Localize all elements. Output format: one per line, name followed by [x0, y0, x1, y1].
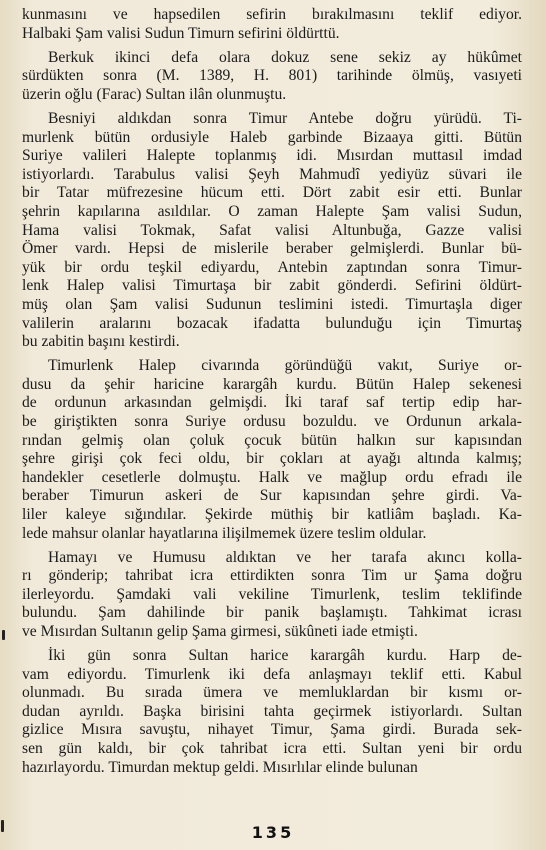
text-line: bir Tatar müfrezesine hücum etti. Dört zabit esir etti. Bunlar [22, 184, 522, 202]
text-line: Ömer vardı. Hepsi de mislerile beraber gelmişlerdi. Bunlar bü- [22, 240, 522, 258]
paragraph [22, 357, 522, 543]
text-line: sen gün kaldı, bir çok tahribat icra etti. Sultan yeni bir ordu [22, 740, 522, 758]
text-line: Halbaki Şam valisi Sudun Timurn sefirini öldürttü. [22, 24, 340, 42]
text-line: kunmasını ve hapsedilen sefirin bırakılmasını teklif ediyor. [22, 6, 522, 23]
text-line: gizlice Mısıra savuştu, nihayet Timur, Şama girdi. Burada sek- [22, 721, 522, 739]
paragraph [22, 49, 522, 105]
paragraph [22, 549, 522, 642]
text-line: istiyorlardı. Tarabulus valisi Şeyh Mahmudî yediyüz süvari ile [22, 165, 522, 183]
text-line: liler kaleye sığındılar. Şekirde müthiş bir katliâm başladı. Ka- [22, 505, 522, 523]
text-line: bu zabitin başını kestirdi. [22, 333, 180, 351]
text-line: bulundu. Şam dahilinde bir panik başlamıştı. Tahkimat icrası [22, 604, 522, 622]
text-line: Timurlenk Halep civarında göründüğü vakıt, Suriye or- [48, 357, 522, 375]
text-line: rı gönderip; tahribat icra ettirdikten sonra Tim ur Şama doğru [22, 567, 522, 585]
text-line: lede mahsur olanlar hayatlarına ilişilmemek üzere teslim oldular. [22, 524, 427, 542]
text-line: şehrin kapılarına asıldılar. O zaman Halepte Şam valisi Sudun, [22, 202, 522, 220]
text-line: Berkuk ikinci defa olara dokuz sene sekiz ay hükûmet [48, 48, 522, 66]
text-line: üzerin oğlu (Farac) Sultan ilân olunmuştu. [22, 85, 287, 103]
text-line: olunmadı. Bu sırada ümera ve memluklardan bir kısmı or- [22, 684, 522, 702]
text-line: sürdükten sonra (M. 1389, H. 801) tarihinde ölmüş, vasıyeti [22, 67, 522, 85]
text-line: şehre girişi çok feci oldu, bir çokları at ayağı altında kalmış; [22, 450, 522, 468]
text-line: be giriştikten sonra Suriye ordusu bozuldu. ve Ordunun arkala- [22, 412, 522, 430]
text-line: murlenk bütün ordusiyle Haleb garbinde Bizaaya gitti. Bütün [22, 128, 522, 146]
text-line: Hama valisi Tokmak, Safat valisi Altunbuğa, Gazze valisi [22, 221, 522, 239]
text-line: yük bir ordu teşkil ediyardu, Antebin zaptından sonra Timur- [22, 258, 522, 276]
page-number: 135 [251, 823, 295, 842]
text-line: rından gelmiş olan çoluk çocuk bütün halkın sur kapısından [22, 431, 522, 449]
body-text [22, 6, 522, 783]
paragraph [22, 110, 522, 352]
text-line: dusu da şehir haricine karargâh kurdu. Bütün Halep sekenesi [22, 375, 522, 393]
text-line: lenk Halep valisi Timurtaşa bir zabit gönderdi. Sefirini öldürt- [22, 277, 522, 295]
text-line: Besniyi aldıkdan sonra Timur Antebe doğru yürüdü. Ti- [48, 109, 522, 127]
text-line: ilerleyordu. Şamdaki vali vekiline Timurlenk, teslim teklifinde [22, 585, 522, 603]
text-line: vam ediyordu. Timurlenk iki defa anlaşmayı teklif etti. Kabul [22, 665, 522, 683]
text-line: Hamayı ve Humusu aldıktan ve her tarafa akıncı kolla- [48, 548, 522, 566]
paragraph [22, 647, 522, 777]
margin-mark [2, 630, 5, 640]
text-line: beraber Timurun askeri de Sur kapısından şehre girdi. Va- [22, 487, 522, 505]
paragraph [22, 6, 522, 43]
text-line: dudan ayrıldı. Başka birisini tahta geçirmek istiyorlardı. Sultan [22, 702, 522, 720]
text-line: ve Mısırdan Sultanın gelip Şama girmesi, sükûneti iade etmişti. [22, 623, 418, 640]
text-line: de ordunun arkasından gelmişdi. İki taraf saf tertip edip har- [22, 394, 522, 412]
text-line: handekler cesetlerle dolmuştu. Halk ve mağlup ordu efradı ile [22, 468, 522, 486]
text-line: hazırlayordu. Timurdan mektup geldi. Mısırlılar elinde bulunan [22, 758, 418, 776]
text-line: İki gün sonra Sultan harice karargâh kurdu. Harp de- [48, 647, 522, 665]
text-line: valilerin aralarını bozacak ifadatta bulunduğu için Timurtaş [22, 314, 522, 332]
text-line: Suriye valileri Halepte toplanmış idi. Mısırdan muttasıl imdad [22, 147, 522, 165]
text-line: müş olan Şam valisi Sudunun teslimini istedi. Timurtaşla diger [22, 295, 522, 313]
